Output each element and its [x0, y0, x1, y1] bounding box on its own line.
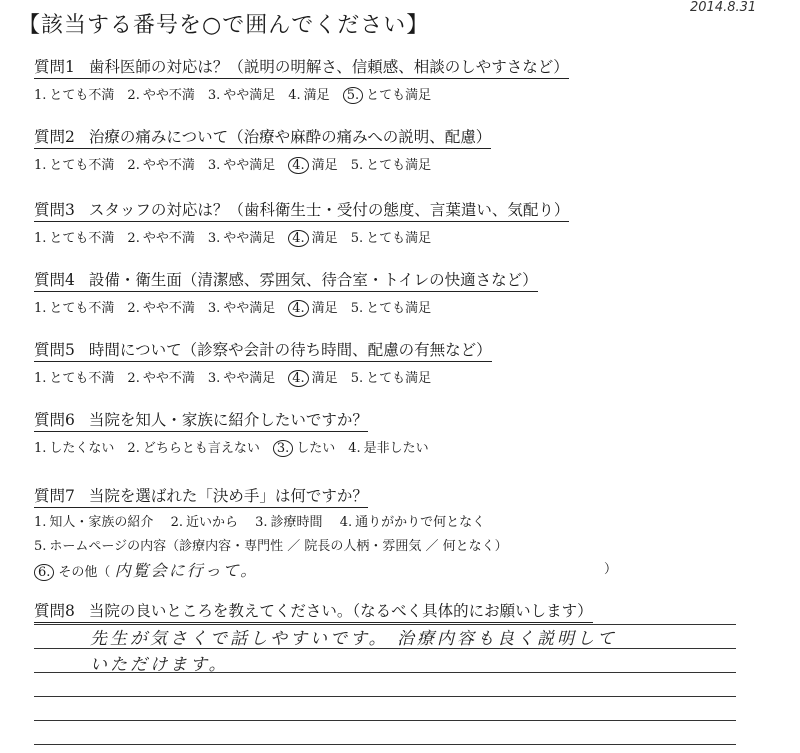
- selected-circle: 4.: [288, 370, 308, 387]
- option-4[interactable]: 4. 通りがかりで何となく: [339, 515, 486, 530]
- question-5-options: [34, 367, 444, 387]
- option-2[interactable]: [127, 84, 194, 103]
- question-text: スタッフの対応は？（歯科衛生士・受付の態度、言葉遣い、気配り）: [88, 201, 570, 219]
- option-label: とても満足: [366, 231, 432, 246]
- option-3[interactable]: 3. 診療時間: [255, 515, 323, 530]
- option-3[interactable]: [273, 437, 335, 457]
- question-7-option-6[interactable]: 6. その他（ 内覧会に行って。 ）: [34, 558, 654, 581]
- question-number: 質問2: [34, 128, 75, 146]
- question-number: 質問6: [34, 411, 75, 429]
- option-4[interactable]: [288, 84, 329, 103]
- question-6-options: [34, 437, 442, 457]
- question-1-options: [34, 84, 444, 104]
- answer-line: [34, 696, 736, 697]
- question-number: 質問1: [34, 58, 75, 76]
- option-number: 3.: [207, 371, 221, 386]
- option-number: 3.: [207, 301, 221, 316]
- option-2[interactable]: [127, 437, 259, 456]
- option-label: 満足: [311, 301, 338, 316]
- option-number: 5.: [350, 301, 364, 316]
- option-number: 2.: [127, 158, 140, 173]
- option-label: とても不満: [49, 371, 115, 386]
- option-number: 2.: [127, 371, 140, 386]
- question-1-heading: [34, 55, 569, 79]
- option-number: 4.: [288, 88, 301, 103]
- option-3[interactable]: [208, 367, 275, 386]
- question-text: 当院の良いところを教えてください。（なるべく具体的にお願いします）: [88, 602, 593, 620]
- option-label: とても満足: [366, 158, 432, 173]
- question-text: 当院を知人・家族に紹介したいですか？: [88, 411, 368, 429]
- option-number: 2.: [127, 231, 140, 246]
- option-label: したくない: [49, 441, 115, 456]
- option-label: とても不満: [49, 231, 115, 246]
- option-number: 1.: [34, 441, 47, 456]
- question-number: 質問3: [34, 201, 75, 219]
- option-2[interactable]: [127, 367, 194, 386]
- question-3-heading: [34, 198, 569, 222]
- option-4[interactable]: [288, 367, 337, 387]
- option-number: 3.: [207, 231, 221, 246]
- option-label: やや満足: [223, 371, 276, 386]
- option-4[interactable]: [288, 297, 337, 317]
- question-text: 歯科医師の対応は？（説明の明解さ、信頼感、相談のしやすさなど）: [88, 58, 569, 76]
- option-1[interactable]: [34, 154, 114, 173]
- option-number: 5.: [350, 158, 364, 173]
- question-number: 質問4: [34, 271, 75, 289]
- question-2-options: [34, 154, 444, 174]
- selected-circle: 3.: [273, 440, 293, 457]
- option-label: 満足: [303, 88, 330, 103]
- selected-circle: 5.: [343, 87, 363, 104]
- question-7-option-5[interactable]: 5. ホームページの内容（診療内容・専門性 ／ 院長の人柄・雰囲気 ／ 何となく）: [34, 539, 508, 554]
- option-5[interactable]: [351, 297, 431, 316]
- option-number: 2.: [127, 441, 140, 456]
- option-label: やや満足: [223, 88, 276, 103]
- option-label: とても不満: [49, 88, 115, 103]
- handwritten-date: 2014.8.31: [690, 0, 757, 15]
- option-number: 1.: [34, 88, 47, 103]
- option-number: 4.: [348, 441, 361, 456]
- question-7-options-row1: [34, 511, 498, 530]
- option-label: やや不満: [142, 158, 195, 173]
- option-label: とても満足: [366, 301, 432, 316]
- option-label: やや満足: [223, 231, 276, 246]
- option-4[interactable]: [348, 437, 428, 456]
- answer-line: [34, 720, 736, 721]
- option-number: 2.: [127, 301, 140, 316]
- handwritten-answer: 内覧会に行って。: [114, 561, 259, 580]
- option-1[interactable]: [34, 84, 114, 103]
- option-number: 3.: [207, 88, 221, 103]
- option-number: 1.: [34, 301, 47, 316]
- option-5[interactable]: [351, 154, 431, 173]
- option-4[interactable]: [288, 154, 337, 174]
- option-1[interactable]: [34, 437, 114, 456]
- option-label: 是非したい: [363, 441, 429, 456]
- option-label: やや不満: [142, 371, 195, 386]
- option-label: 満足: [311, 158, 338, 173]
- option-1[interactable]: [34, 227, 114, 246]
- option-1[interactable]: [34, 367, 114, 386]
- option-label: やや不満: [142, 88, 195, 103]
- question-3-options: [34, 227, 444, 247]
- question-text: 治療の痛みについて（治療や麻酔の痛みへの説明、配慮）: [88, 128, 492, 146]
- option-3[interactable]: [208, 154, 275, 173]
- question-number: 質問5: [34, 341, 75, 359]
- question-5-heading: [34, 338, 492, 362]
- option-label: やや不満: [142, 231, 195, 246]
- question-text: 時間について（診察や会計の待ち時間、配慮の有無など）: [88, 341, 492, 359]
- handwritten-comment-line-1: 先生が気さくで話しやすいです。 治療内容も良く説明して: [90, 629, 618, 649]
- option-number: 1.: [34, 158, 47, 173]
- selected-circle: 4.: [288, 230, 308, 247]
- option-label: とても満足: [366, 88, 432, 103]
- handwritten-comment-line-2: いただけます。: [90, 655, 229, 675]
- option-number: 2.: [127, 88, 140, 103]
- option-4[interactable]: [288, 227, 337, 247]
- option-label: 満足: [311, 231, 338, 246]
- question-4-heading: [34, 268, 538, 292]
- question-number: 質問8: [34, 602, 75, 620]
- question-2-heading: [34, 125, 491, 149]
- option-label: どちらとも言えない: [142, 441, 260, 456]
- selected-circle: 6.: [34, 564, 54, 581]
- option-3[interactable]: [208, 84, 275, 103]
- question-4-options: [34, 297, 444, 317]
- option-number: 3.: [207, 158, 221, 173]
- question-number: 質問7: [34, 487, 75, 505]
- option-3[interactable]: [208, 227, 275, 246]
- question-7-heading: [34, 484, 368, 508]
- question-6-heading: [34, 408, 368, 432]
- option-2[interactable]: [127, 227, 194, 246]
- option-label: 満足: [311, 371, 338, 386]
- question-text: 当院を選ばれた「決め手」は何ですか？: [88, 487, 368, 505]
- option-1[interactable]: 1. 知人・家族の紹介: [34, 515, 154, 530]
- option-2[interactable]: [127, 154, 194, 173]
- option-number: 5.: [350, 231, 364, 246]
- option-number: 1.: [34, 231, 47, 246]
- option-5[interactable]: [351, 367, 431, 386]
- option-1[interactable]: [34, 297, 114, 316]
- option-5[interactable]: [343, 84, 431, 104]
- option-label: やや満足: [223, 158, 276, 173]
- question-text: 設備・衛生面（清潔感、雰囲気、待合室・トイレの快適さなど）: [88, 271, 538, 289]
- option-label: したい: [296, 441, 336, 456]
- option-number: 1.: [34, 371, 47, 386]
- option-label: とても不満: [49, 158, 115, 173]
- option-label: やや満足: [223, 301, 276, 316]
- option-2[interactable]: [127, 297, 194, 316]
- page-title: 【該当する番号を○で囲んでください】: [18, 13, 430, 38]
- option-5[interactable]: [351, 227, 431, 246]
- selected-circle: 4.: [288, 157, 308, 174]
- option-label: とても満足: [366, 371, 432, 386]
- option-3[interactable]: [208, 297, 275, 316]
- option-number: 5.: [350, 371, 364, 386]
- answer-line: [34, 744, 736, 745]
- option-2[interactable]: 2. 近いから: [170, 515, 238, 530]
- option-label: やや不満: [142, 301, 195, 316]
- question-8-heading: [34, 599, 593, 623]
- selected-circle: 4.: [288, 300, 308, 317]
- option-label: とても不満: [49, 301, 115, 316]
